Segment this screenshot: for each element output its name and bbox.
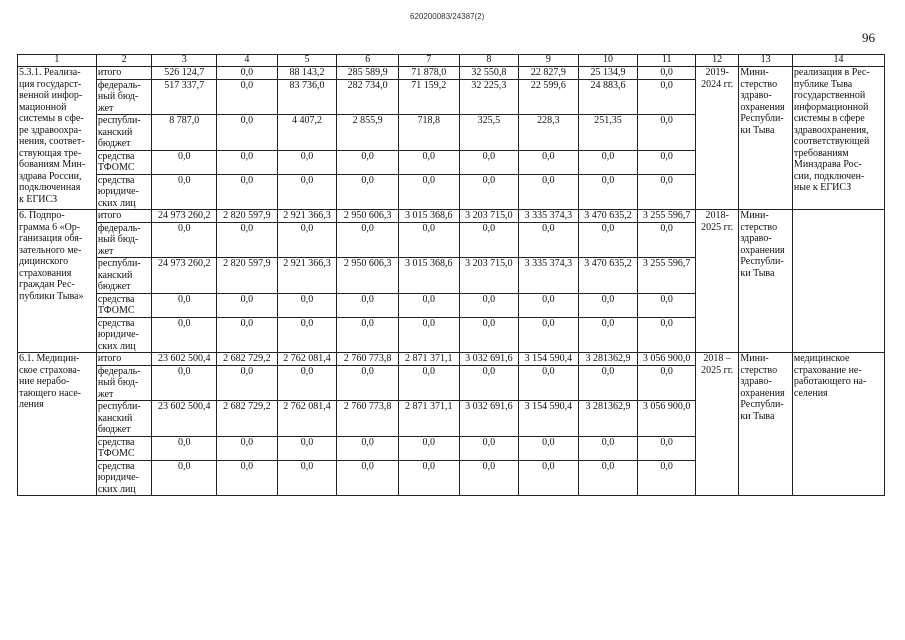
- amount-cell: 0,0: [578, 365, 638, 401]
- program-name-cell: 6. Подпро- грамма 6 «Ор- ганизация обя- зательного ме- дицинского страхования граждан Рес- публики Тыва»: [18, 210, 97, 353]
- amount-cell: 24 973 260,2: [152, 258, 217, 294]
- amount-cell: 0,0: [578, 293, 638, 317]
- amount-cell: 0,0: [398, 460, 459, 496]
- amount-cell: 23 602 500,4: [152, 401, 217, 437]
- executor-cell: Мини- стерство здраво- охранения Республи- ки Тыва: [739, 67, 793, 210]
- amount-cell: 0,0: [217, 79, 278, 115]
- executor-cell: Мини- стерство здраво- охранения Республи- ки Тыва: [739, 353, 793, 496]
- column-number-row: [18, 55, 885, 67]
- amount-cell: 0,0: [217, 115, 278, 151]
- amount-cell: 3 255 596,7: [638, 210, 696, 223]
- funding-source-cell: республи- канский бюджет: [96, 115, 152, 151]
- amount-cell: 3 335 374,3: [519, 258, 579, 294]
- column-header: 8: [459, 55, 519, 67]
- amount-cell: 0,0: [638, 317, 696, 353]
- amount-cell: 0,0: [217, 150, 278, 174]
- amount-cell: 0,0: [217, 293, 278, 317]
- amount-cell: 0,0: [152, 317, 217, 353]
- amount-cell: 0,0: [459, 150, 519, 174]
- amount-cell: 0,0: [217, 222, 278, 258]
- amount-cell: 2 950 606,3: [337, 258, 399, 294]
- amount-cell: 0,0: [152, 222, 217, 258]
- amount-cell: 0,0: [578, 460, 638, 496]
- column-header: 11: [638, 55, 696, 67]
- amount-cell: 3 154 590,4: [519, 353, 579, 366]
- amount-cell: 0,0: [337, 460, 399, 496]
- amount-cell: 0,0: [638, 436, 696, 460]
- funding-source-cell: средства юридиче- ских лиц: [96, 460, 152, 496]
- amount-cell: 3 281362,9: [578, 353, 638, 366]
- page-number: 96: [862, 30, 875, 45]
- amount-cell: 3 056 900,0: [638, 401, 696, 437]
- funding-source-cell: средства юридиче- ских лиц: [96, 174, 152, 210]
- amount-cell: 3 056 900,0: [638, 353, 696, 366]
- amount-cell: 282 734,0: [337, 79, 399, 115]
- amount-cell: 8 787,0: [152, 115, 217, 151]
- amount-cell: 22 827,9: [519, 67, 579, 80]
- funding-source-cell: средства ТФОМС: [96, 150, 152, 174]
- amount-cell: 0,0: [337, 365, 399, 401]
- amount-cell: 0,0: [638, 115, 696, 151]
- amount-cell: 0,0: [277, 317, 337, 353]
- amount-cell: 2 855,9: [337, 115, 399, 151]
- amount-cell: 0,0: [459, 293, 519, 317]
- amount-cell: 0,0: [398, 150, 459, 174]
- funding-source-cell: федераль- ный бюд- жет: [96, 79, 152, 115]
- amount-cell: 0,0: [398, 293, 459, 317]
- amount-cell: 0,0: [519, 365, 579, 401]
- amount-cell: 2 762 081,4: [277, 353, 337, 366]
- column-header: 1: [18, 55, 97, 67]
- amount-cell: 0,0: [578, 222, 638, 258]
- amount-cell: 23 602 500,4: [152, 353, 217, 366]
- funding-source-cell: республи- канский бюджет: [96, 401, 152, 437]
- amount-cell: 0,0: [152, 365, 217, 401]
- amount-cell: 0,0: [398, 436, 459, 460]
- amount-cell: 0,0: [217, 67, 278, 80]
- funding-source-cell: средства ТФОМС: [96, 436, 152, 460]
- amount-cell: 25 134,9: [578, 67, 638, 80]
- period-cell: 2018- 2025 гг.: [695, 210, 738, 353]
- amount-cell: 0,0: [217, 460, 278, 496]
- amount-cell: 2 760 773,8: [337, 401, 399, 437]
- funding-source-cell: средства юридиче- ских лиц: [96, 317, 152, 353]
- funding-source-cell: федераль- ный бюд- жет: [96, 365, 152, 401]
- amount-cell: 0,0: [519, 436, 579, 460]
- amount-cell: 0,0: [519, 293, 579, 317]
- amount-cell: 0,0: [519, 222, 579, 258]
- amount-cell: 0,0: [578, 150, 638, 174]
- amount-cell: 2 820 597,9: [217, 258, 278, 294]
- amount-cell: 0,0: [152, 460, 217, 496]
- amount-cell: 0,0: [337, 293, 399, 317]
- column-header: 6: [337, 55, 399, 67]
- amount-cell: 32 225,3: [459, 79, 519, 115]
- amount-cell: 3 281362,9: [578, 401, 638, 437]
- amount-cell: 3 032 691,6: [459, 401, 519, 437]
- amount-cell: 228,3: [519, 115, 579, 151]
- amount-cell: 0,0: [638, 365, 696, 401]
- amount-cell: 0,0: [152, 436, 217, 460]
- expected-result-cell: реализация в Рес- публике Тыва государственной информационной системы в сфере здравоохранения, соответствующей требованиям Минздрава Рос- сии, подключен- ные к ЕГИСЗ: [792, 67, 884, 210]
- amount-cell: 0,0: [277, 365, 337, 401]
- amount-cell: 0,0: [459, 317, 519, 353]
- amount-cell: 0,0: [578, 317, 638, 353]
- amount-cell: 0,0: [152, 293, 217, 317]
- amount-cell: 3 255 596,7: [638, 258, 696, 294]
- column-header: 12: [695, 55, 738, 67]
- amount-cell: 2 760 773,8: [337, 353, 399, 366]
- amount-cell: 0,0: [398, 174, 459, 210]
- amount-cell: 3 335 374,3: [519, 210, 579, 223]
- amount-cell: 251,35: [578, 115, 638, 151]
- amount-cell: 0,0: [277, 460, 337, 496]
- amount-cell: 3 203 715,0: [459, 210, 519, 223]
- table-row: [18, 210, 885, 223]
- period-cell: 2019- 2024 гг.: [695, 67, 738, 210]
- expected-result-cell: медицинское страхование не- работающего на- селения: [792, 353, 884, 496]
- amount-cell: 3 203 715,0: [459, 258, 519, 294]
- amount-cell: 2 871 371,1: [398, 401, 459, 437]
- amount-cell: 325,5: [459, 115, 519, 151]
- amount-cell: 0,0: [638, 150, 696, 174]
- amount-cell: 0,0: [277, 174, 337, 210]
- amount-cell: 0,0: [217, 436, 278, 460]
- amount-cell: 0,0: [638, 67, 696, 80]
- column-header: 14: [792, 55, 884, 67]
- program-name-cell: 5.3.1. Реализа- ция государст- венной инфор- мационной системы в сфе- ре здравоохра- нения, соответ- ствующая тре- бованиям Мин- здрава России, подключенная к ЕГИСЗ: [18, 67, 97, 210]
- funding-source-cell: итого: [96, 210, 152, 223]
- amount-cell: 0,0: [578, 436, 638, 460]
- column-header: 7: [398, 55, 459, 67]
- column-header: 10: [578, 55, 638, 67]
- amount-cell: 0,0: [578, 174, 638, 210]
- amount-cell: 2 682 729,2: [217, 401, 278, 437]
- funding-source-cell: итого: [96, 67, 152, 80]
- table-row: [18, 353, 885, 366]
- amount-cell: 71 878,0: [398, 67, 459, 80]
- amount-cell: 24 883,6: [578, 79, 638, 115]
- amount-cell: 2 921 366,3: [277, 210, 337, 223]
- amount-cell: 2 871 371,1: [398, 353, 459, 366]
- column-header: 9: [519, 55, 579, 67]
- column-header: 4: [217, 55, 278, 67]
- document-id: 620200083/24387(2): [410, 12, 485, 21]
- amount-cell: 0,0: [277, 222, 337, 258]
- amount-cell: 71 159,2: [398, 79, 459, 115]
- amount-cell: 0,0: [638, 293, 696, 317]
- amount-cell: 0,0: [217, 174, 278, 210]
- amount-cell: 0,0: [519, 317, 579, 353]
- amount-cell: 0,0: [337, 317, 399, 353]
- amount-cell: 0,0: [519, 174, 579, 210]
- column-header: 2: [96, 55, 152, 67]
- amount-cell: 0,0: [519, 150, 579, 174]
- amount-cell: 0,0: [217, 317, 278, 353]
- amount-cell: 0,0: [638, 222, 696, 258]
- amount-cell: 0,0: [638, 174, 696, 210]
- amount-cell: 3 032 691,6: [459, 353, 519, 366]
- amount-cell: 4 407,2: [277, 115, 337, 151]
- amount-cell: 0,0: [277, 293, 337, 317]
- amount-cell: 3 015 368,6: [398, 210, 459, 223]
- amount-cell: 0,0: [152, 150, 217, 174]
- program-name-cell: 6.1. Медицин- ское страхова- ние нерабо- тающего насе- ления: [18, 353, 97, 496]
- funding-source-cell: итого: [96, 353, 152, 366]
- amount-cell: 32 550,8: [459, 67, 519, 80]
- amount-cell: 2 950 606,3: [337, 210, 399, 223]
- column-header: 5: [277, 55, 337, 67]
- amount-cell: 83 736,0: [277, 79, 337, 115]
- amount-cell: 0,0: [337, 436, 399, 460]
- funding-source-cell: средства ТФОМС: [96, 293, 152, 317]
- amount-cell: 0,0: [459, 365, 519, 401]
- amount-cell: 2 921 366,3: [277, 258, 337, 294]
- column-header: 3: [152, 55, 217, 67]
- amount-cell: 526 124,7: [152, 67, 217, 80]
- amount-cell: 0,0: [459, 174, 519, 210]
- amount-cell: 3 470 635,2: [578, 210, 638, 223]
- amount-cell: 3 015 368,6: [398, 258, 459, 294]
- amount-cell: 2 820 597,9: [217, 210, 278, 223]
- funding-source-cell: федераль- ный бюд- жет: [96, 222, 152, 258]
- amount-cell: 517 337,7: [152, 79, 217, 115]
- amount-cell: 0,0: [337, 174, 399, 210]
- executor-cell: Мини- стерство здраво- охранения Республи- ки Тыва: [739, 210, 793, 353]
- amount-cell: 0,0: [519, 460, 579, 496]
- amount-cell: 88 143,2: [277, 67, 337, 80]
- table-row: [18, 67, 885, 80]
- amount-cell: 2 762 081,4: [277, 401, 337, 437]
- amount-cell: 0,0: [277, 150, 337, 174]
- amount-cell: 0,0: [277, 436, 337, 460]
- period-cell: 2018 – 2025 гг.: [695, 353, 738, 496]
- amount-cell: 0,0: [398, 317, 459, 353]
- amount-cell: 0,0: [398, 222, 459, 258]
- amount-cell: 718,8: [398, 115, 459, 151]
- amount-cell: 2 682 729,2: [217, 353, 278, 366]
- amount-cell: 0,0: [152, 174, 217, 210]
- amount-cell: 0,0: [459, 222, 519, 258]
- column-header: 13: [739, 55, 793, 67]
- amount-cell: 22 599,6: [519, 79, 579, 115]
- amount-cell: 0,0: [638, 460, 696, 496]
- amount-cell: 0,0: [459, 460, 519, 496]
- amount-cell: 0,0: [398, 365, 459, 401]
- amount-cell: 0,0: [337, 222, 399, 258]
- amount-cell: 3 154 590,4: [519, 401, 579, 437]
- amount-cell: 24 973 260,2: [152, 210, 217, 223]
- amount-cell: 0,0: [337, 150, 399, 174]
- amount-cell: 0,0: [459, 436, 519, 460]
- amount-cell: 3 470 635,2: [578, 258, 638, 294]
- expected-result-cell: [792, 210, 884, 353]
- funding-source-cell: республи- канский бюджет: [96, 258, 152, 294]
- program-budget-table: [17, 54, 885, 496]
- amount-cell: 0,0: [217, 365, 278, 401]
- amount-cell: 0,0: [638, 79, 696, 115]
- amount-cell: 285 589,9: [337, 67, 399, 80]
